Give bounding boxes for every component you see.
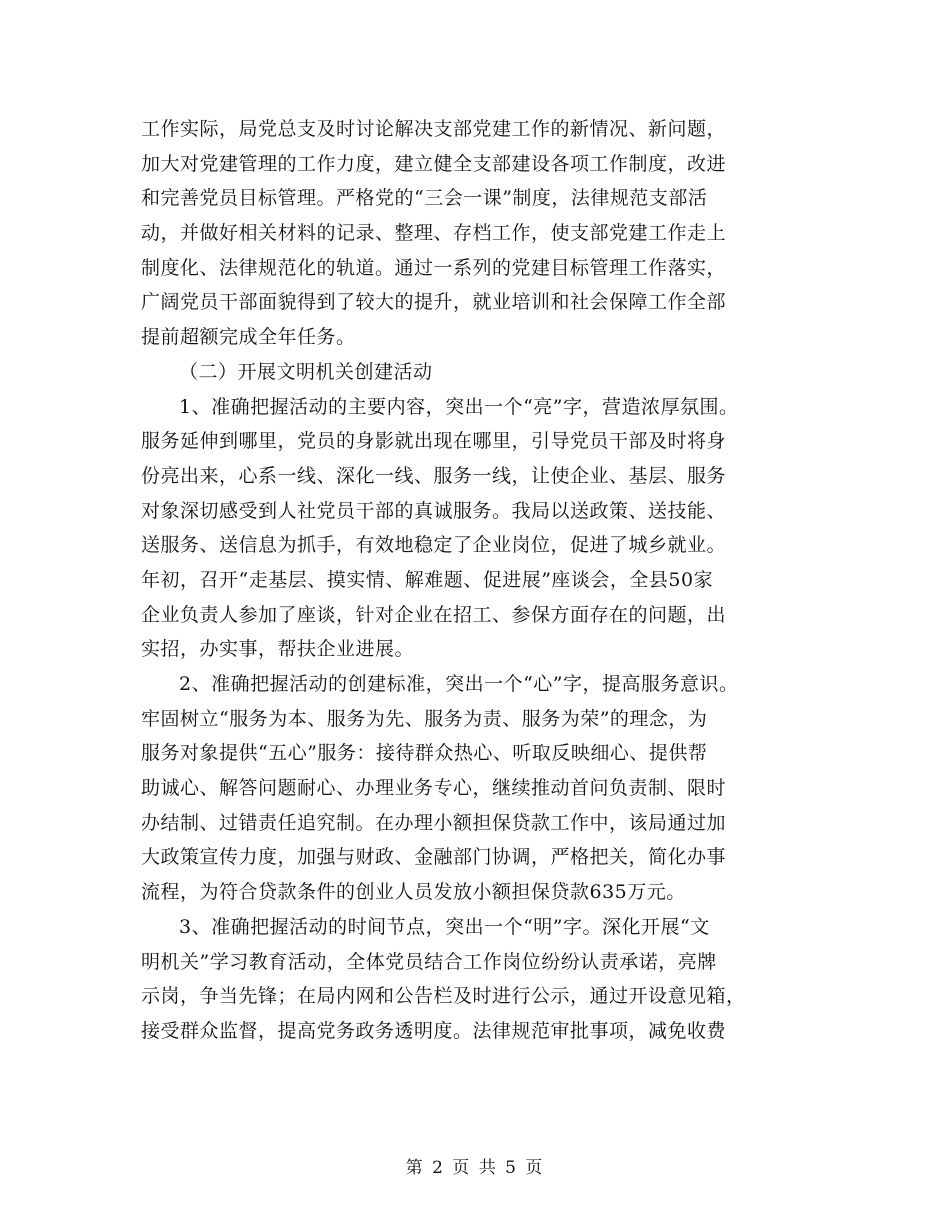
text-line: 示岗，争当先锋；在局内网和公告栏及时进行公示，通过开设意见箱， [141, 985, 746, 1008]
page-number-footer: 第 2 页 共 5 页 [405, 1158, 545, 1178]
text-line: 工作实际，局党总支及时讨论解决支部党建工作的新情况、新问题， [141, 118, 727, 140]
text-line: （二）开展文明机关创建活动 [179, 360, 433, 383]
text-line: 年初，召开“走基层、摸实情、解难题、促进展”座谈会，全县50家 [141, 568, 714, 591]
text-line: 对象深切感受到人社党员干部的真诚服务。我局以送政策、送技能、 [141, 499, 727, 522]
text-line: 2、准确把握活动的创建标准，突出一个“心”字，提高服务意识。 [179, 673, 739, 695]
text-line: 份亮出来，心系一线、深化一线、服务一线，让使企业、基层、服务 [141, 464, 727, 487]
text-line: 广阔党员干部面貌得到了较大的提升，就业培训和社会保障工作全部 [141, 291, 727, 314]
text-line: 动，并做好相关材料的记录、整理、存档工作，使支部党建工作走上 [141, 222, 727, 245]
text-line: 办结制、过错责任追究制。在办理小额担保贷款工作中，该局通过加 [141, 811, 727, 834]
text-line: 3、准确把握活动的时间节点，突出一个“明”字。深化开展“文 [179, 915, 710, 938]
text-line: 加大对党建管理的工作力度，建立健全支部建设各项工作制度，改进 [141, 152, 727, 175]
text-line: 流程，为符合贷款条件的创业人员发放小额担保贷款635万元。 [141, 881, 686, 904]
text-line: 牢固树立“服务为本、服务为先、服务为责、服务为荣”的理念，为 [141, 707, 708, 730]
text-line: 助诚心、解答问题耐心、办理业务专心，继续推动首问负责制、限时 [141, 777, 727, 800]
text-line: 1、准确把握活动的主要内容，突出一个“亮”字，营造浓厚氛围。 [179, 395, 739, 418]
text-line: 服务延伸到哪里，党员的身影就出现在哪里，引导党员干部及时将身 [141, 430, 727, 453]
text-line: 接受群众监督，提高党务政务透明度。法律规范审批事项，减免收费 [141, 1019, 727, 1042]
text-line: 服务对象提供“五心”服务：接待群众热心、听取反映细心、提供帮 [141, 742, 708, 765]
text-line: 制度化、法律规范化的轨道。通过一系列的党建目标管理工作落实， [141, 256, 727, 279]
text-line: 明机关”学习教育活动，全体党员结合工作岗位纷纷认责承诺，亮牌 [141, 950, 717, 973]
text-line: 大政策宣传力度，加强与财政、金融部门协调，严格把关，简化办事 [141, 846, 727, 869]
text-line: 提前超额完成全年任务。 [141, 326, 356, 349]
text-line: 和完善党员目标管理。严格党的“三会一课”制度，法律规范支部活 [141, 187, 708, 210]
text-line: 实招，办实事，帮扶企业进展。 [141, 638, 415, 661]
text-line: 企业负责人参加了座谈，针对企业在招工、参保方面存在的问题，出 [141, 603, 727, 626]
text-line: 送服务、送信息为抓手，有效地稳定了企业岗位，促进了城乡就业。 [141, 534, 727, 557]
document-body [141, 112, 841, 1049]
